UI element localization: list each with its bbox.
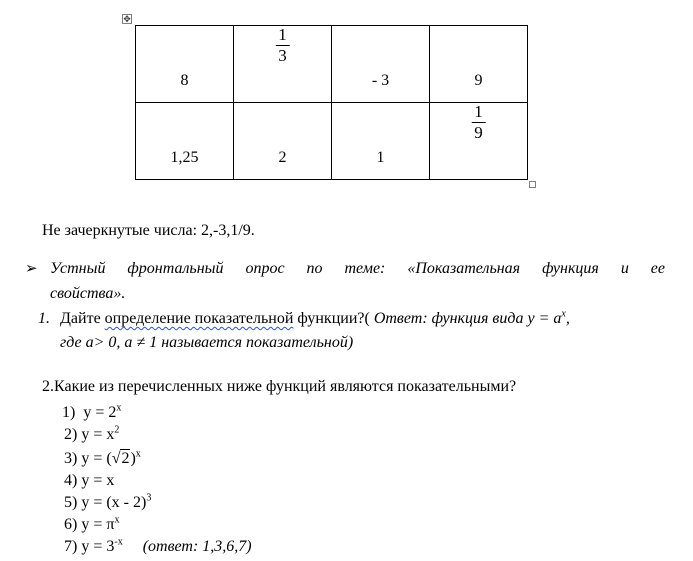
cell-value: - 3 (371, 72, 390, 89)
fraction-denominator: 3 (278, 46, 287, 65)
cell-value: 2 (278, 149, 287, 166)
fraction-denominator: 9 (474, 123, 483, 142)
table-cell (332, 103, 430, 180)
list-item (64, 494, 151, 512)
item-formula: y = 3 (81, 538, 115, 555)
item-formula: y = x (81, 426, 115, 443)
item-formula: y = 2 (83, 404, 117, 421)
question1-line2: где a> 0, a ≠ 1 называется показательной) (60, 334, 354, 351)
item-formula: y = x (81, 472, 115, 489)
numbers-table (135, 25, 528, 180)
question1-number: 1. (38, 310, 50, 327)
table-cell (234, 26, 332, 103)
fraction-one-third (275, 26, 290, 65)
item-formula: y = (x - 2) (81, 494, 147, 511)
item-exponent: 3 (146, 492, 152, 504)
item-number: 3) (64, 450, 78, 467)
table-cell (136, 103, 234, 180)
table-row (136, 103, 528, 180)
table-cell (332, 26, 430, 103)
table-cell (430, 26, 528, 103)
question1-prefix: Дайте (60, 310, 105, 327)
item-exponent: x (116, 402, 122, 414)
not-crossed-text: Не зачеркнутые числа: 2,-3,1/9. (42, 222, 255, 239)
list-item (62, 404, 121, 422)
list-item (64, 538, 252, 556)
question1-answer-word: Ответ (373, 310, 423, 327)
question2-title: 2.Какие из перечисленных ниже функций являются показательными? (42, 378, 517, 395)
item-number: 6) (64, 516, 78, 533)
item-number: 1) (62, 404, 76, 421)
answer-text: (ответ: 1,3,6,7) (142, 538, 252, 555)
bullet-text-line1: Устный фронтальный опрос по теме: «Показательная функция и ее (50, 260, 665, 277)
item-number: 4) (64, 472, 78, 489)
table-cell (234, 103, 332, 180)
list-item (64, 472, 114, 490)
cell-value: 9 (474, 72, 483, 89)
question1-answer-sup: x (561, 308, 566, 320)
table-resize-handle[interactable] (529, 181, 536, 188)
item-exponent: 2 (114, 424, 120, 436)
fraction-one-ninth (471, 103, 486, 142)
item-number: 7) (64, 538, 78, 555)
question1-line1 (60, 310, 570, 328)
list-item (64, 450, 141, 468)
table-cell (430, 103, 528, 180)
question1-answer-mid: : функция вида y = a (422, 310, 562, 327)
table-row (136, 26, 528, 103)
table-move-handle-icon[interactable]: ✥ (123, 14, 131, 24)
list-item (64, 426, 119, 444)
item-formula: y = π (81, 516, 115, 533)
item-exponent: -x (114, 536, 123, 548)
item-formula-post: ) (130, 450, 136, 467)
bullet-arrow-icon: ➢ (25, 261, 38, 277)
question1-rest: функции?( (293, 310, 374, 327)
item-formula-pre: y = ( (81, 450, 112, 467)
table-cell (136, 26, 234, 103)
question1-answer-end: , (565, 310, 570, 327)
list-item (64, 516, 119, 534)
sqrt-sign-icon: √ (111, 450, 121, 467)
item-number: 5) (64, 494, 78, 511)
cell-value: 8 (180, 72, 189, 89)
fraction-numerator: 1 (278, 25, 287, 44)
item-exponent: x (135, 448, 141, 460)
cell-value: 1,25 (170, 149, 199, 166)
item-number: 2) (64, 426, 78, 443)
sqrt-radicand: 2 (121, 450, 130, 467)
fraction-numerator: 1 (474, 102, 483, 121)
question1-underlined-term: определение показательной (104, 310, 294, 327)
bullet-text-line2: свойства». (50, 285, 126, 302)
cell-value: 1 (376, 149, 385, 166)
item-exponent: x (114, 514, 120, 526)
